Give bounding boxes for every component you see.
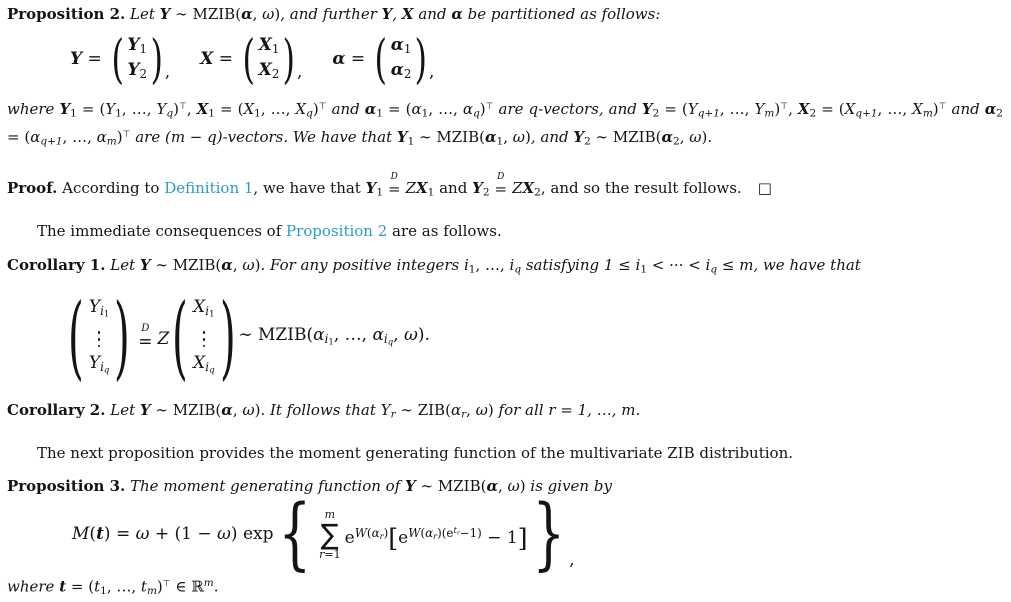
corollary-1-label: Corollary 1. <box>7 255 106 274</box>
proposition-3-paragraph <box>7 476 1003 497</box>
where-t-paragraph: where t = (t1, …, tm)⊤ ∈ ℝ$^m$. <box>7 576 219 597</box>
paren-open: ( <box>374 30 388 90</box>
definition-1-link[interactable]: Definition 1 <box>164 179 254 198</box>
proposition-3-label: Proposition 3. <box>7 476 126 495</box>
partition-alpha-lhs: α = <box>332 49 366 70</box>
consequences-text: The immediate consequences of <box>37 221 287 240</box>
equation-comma: , <box>297 62 303 83</box>
partition-x <box>200 30 303 90</box>
equation-comma: , <box>569 550 575 571</box>
paren-close: ) <box>414 30 428 90</box>
column-vector <box>110 30 165 90</box>
partition-x-lhs: X = <box>200 49 233 70</box>
proof-paragraph <box>7 172 1003 204</box>
sum-lower-limit: r=1 <box>319 547 341 561</box>
proof-text: According to <box>57 179 165 198</box>
vector-row: X1 <box>258 35 280 56</box>
partition-equation <box>70 30 1003 90</box>
vector-row: X2 <box>258 59 280 81</box>
paren-close: ) <box>282 30 296 90</box>
proposition-2-paragraph <box>7 4 1003 25</box>
mgf-equation <box>72 488 1003 580</box>
vector-row: $Xi_q$ <box>193 353 215 377</box>
paren-close: ) <box>219 285 236 392</box>
proposition-3-body: The moment generating function of Y ∼ MZIB(α, ω) is given by <box>125 476 612 495</box>
paren-open: ( <box>242 30 256 90</box>
proof-label: Proof. <box>7 179 58 198</box>
vector-row: $Yi_1$ <box>88 296 110 320</box>
vector-row: Y2 <box>127 59 148 81</box>
corollary-1-paragraph <box>7 255 1003 281</box>
z-variable: Z <box>157 328 170 349</box>
proposition-2-link[interactable]: Proposition 2 <box>286 221 388 240</box>
corollary-1-body: Let Y ∼ MZIB(α, ω). For any positive integers i1, …, iq satisfying 1 ≤ i1 < ··· < iq ≤ m, we have that <box>105 255 861 276</box>
column-vector <box>241 30 297 90</box>
vector-row: $Yi_q$ <box>88 353 110 377</box>
vertical-dots-icon <box>98 328 100 350</box>
column-vector <box>373 30 429 90</box>
paren-close: ) <box>114 285 131 392</box>
partition-y-lhs: Y = <box>70 49 102 70</box>
sum-upper-limit: m <box>324 507 336 521</box>
summation <box>319 509 340 561</box>
paren-open: ( <box>111 30 124 90</box>
column-vector <box>169 285 238 392</box>
partition-y <box>70 30 171 90</box>
paren-open: ( <box>68 285 84 392</box>
brace-open: { <box>277 488 311 580</box>
proposition-2-label: Proposition 2. <box>7 5 126 23</box>
proposition-2-body: Let Y ∼ MZIB(α, ω), and further Y, X and α be partitioned as follows: <box>125 5 661 23</box>
mgf-lhs: M(t) = ω + (1 − ω) exp <box>72 524 274 545</box>
partition-alpha <box>332 30 435 90</box>
vector-row: α2 <box>390 59 412 81</box>
equation-comma: , <box>429 62 435 83</box>
paren-close: ) <box>150 30 164 90</box>
next-proposition-paragraph: The next proposition provides the moment generating function of the multivariate ZIB distribution. <box>37 443 793 462</box>
equation-comma: , <box>164 62 171 83</box>
corollary-2-paragraph <box>7 400 1003 426</box>
corollary-2-label: Corollary 2. <box>7 401 106 420</box>
vector-row: $Xi_1$ <box>193 296 215 320</box>
vector-row: α1 <box>390 35 412 56</box>
paren-open: ( <box>172 285 189 392</box>
consequences-paragraph <box>7 221 1003 242</box>
corollary-1-equation-tail: ∼ $MZIB(\alpha i_1$, …, $\alpha i_q$, ω). <box>238 324 430 348</box>
where-partition-paragraph: where Y1 = (Y1, …, Yq)⊤, X1 = (X1, …, Xq)⊤ and α1 = (α1, …, αq)⊤ are q-vectors, and Y2 = (Yq+1, …, Ym)⊤, X2 = (Xq+1, …, Xm)⊤ and α2 = (αq+1, …, αm)⊤ are (m − q)-vectors. We have that Y1 ∼ MZIB(α1, ω), and Y2 ∼ MZIB(α2, ω). <box>7 99 1003 148</box>
corollary-2-body: Let Y ∼ MZIB(α, ω). It follows that Yr ∼ ZIB(αr, ω) for all r = 1, …, m. <box>105 401 641 421</box>
consequences-text: are as follows. <box>387 221 502 240</box>
proof-text: , we have that Y1 D = ZX1 and Y2 D = ZX2, and so the result follows. □ <box>253 172 772 199</box>
vertical-dots-icon <box>203 328 205 350</box>
sigma-icon: ∑ <box>320 517 339 551</box>
column-vector <box>65 285 133 392</box>
mgf-summand: $e^{W(\alpha r)}[e^{W(\alpha r)(e^{tr}-1)} - 1]$ <box>344 523 528 554</box>
brace-close: } <box>532 488 565 580</box>
vector-row: Y1 <box>127 35 148 56</box>
corollary-1-equation <box>65 285 1003 392</box>
equals-in-distribution: D = <box>138 323 153 352</box>
